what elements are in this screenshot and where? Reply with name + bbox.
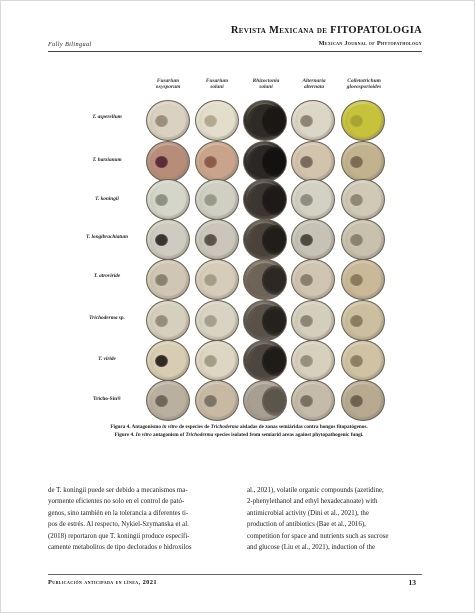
caption-en-prefix: Figure 4. [114,432,135,438]
petri-dish-image [195,259,239,300]
petri-dish-image [243,141,287,182]
fungal-colony [155,156,168,168]
fungal-colony [204,355,217,367]
column-header-line2: solani [259,84,273,91]
column-header-line2: oxysporum [155,84,181,91]
petri-dish-image [195,100,239,141]
petri-dish-image [291,179,335,220]
petri-dish-image [195,219,239,260]
row-label-6: Trichoderma sp. [89,315,125,321]
petri-dish-image [341,179,385,220]
fungal-colony [262,386,287,416]
body-right-column [247,485,425,553]
column-header-line1: Fusarium [205,78,229,84]
caption-en-italic-2: Trichoderma [185,432,214,438]
fungal-colony [262,265,287,295]
fungal-colony [350,355,363,367]
petri-dish-image [291,340,335,381]
fungal-colony [350,115,363,127]
caption-en-suffix: species isolated from semiarid areas against phytopathogenic fungi. [214,432,364,438]
row-label-8: Tricho-Sin® [93,396,121,402]
caption-es-prefix: Figura 4. Antagonismo [110,424,161,430]
fungal-colony [204,194,217,206]
fungal-colony [300,156,313,168]
petri-dish-image [243,340,287,381]
fungal-colony [204,156,217,168]
body-line: pos de estrés. Al respecto, Nykiel-Szymanska et al. [48,521,189,529]
column-header-line1: Fusarium [156,78,180,84]
footer-publication-note: Publicación anticipada en línea, 2021 [48,579,157,586]
figure-caption-spanish [59,424,419,431]
fungal-colony [350,395,363,407]
petri-dish-image [291,100,335,141]
petri-dish-image [243,219,287,260]
fungal-colony [155,315,168,327]
column-header-line1: Rhizoctonia [252,78,280,84]
running-author: Fully Bilingual [48,41,92,48]
column-header-line2: gloeosporioides [346,84,382,91]
body-line: production of antibiotics (Bae et al., 2016), [247,521,366,529]
fungal-colony [350,315,363,327]
petri-dish-image [146,300,190,341]
fungal-colony [350,156,363,168]
fungal-colony [204,234,217,246]
fungal-colony [204,395,217,407]
fungal-colony [155,355,168,367]
fungal-colony [350,194,363,206]
body-line: 2-phenylethanol and ethyl hexadecanoate) with [247,498,378,506]
body-line: yormente eficientes no solo en el control de pató- [48,498,185,506]
fungal-colony [350,234,363,246]
fungal-colony [262,147,287,177]
fungal-colony [262,346,287,376]
petri-dish-image [341,300,385,341]
petri-dish-image [146,380,190,421]
petri-dish-image [291,380,335,421]
footer-rule [48,574,422,575]
fungal-colony [300,194,313,206]
row-label-5: T. atroviride [93,273,121,279]
petri-dish-image [243,179,287,220]
journal-subtitle: Mexican Journal of Phytopathology [318,40,422,47]
body-line: antimicrobial activity (Dini et al., 2021), the [247,509,369,517]
petri-dish-image [243,259,287,300]
fungal-colony [300,274,313,286]
petri-dish-image [146,179,190,220]
figure-caption-english [59,432,419,439]
body-line: competition for space and nutrients such as sucrose [247,532,389,540]
body-line: al., 2021), volatile organic compounds (azetidine, [247,487,384,494]
fungal-colony [155,194,168,206]
row-label-7: T. viride [98,356,116,362]
petri-dish-image [341,100,385,141]
petri-dish-image [195,340,239,381]
fungal-colony [155,234,168,246]
petri-dish-image [195,141,239,182]
fungal-colony [262,225,287,255]
caption-es-italic-2: Trichoderma [210,424,239,430]
body-line: and glucose (Liu et al., 2021), induction of the [247,544,376,552]
header-rule [48,51,422,52]
column-header-line1: Alternaria [302,78,326,84]
body-line: genos, sino también en la tolerancia a diferentes ti- [48,509,189,517]
petri-dish-image [146,141,190,182]
body-line: (2018) reportaron que T. koningii produce específi- [48,532,190,540]
fungal-colony [300,115,313,127]
row-label-3: T. koningii [95,196,119,202]
fungal-colony [204,274,217,286]
row-label-1: T. asperellum [92,114,122,120]
petri-dish-image [195,179,239,220]
column-header-4 [291,78,337,91]
body-left-column [48,485,226,553]
column-header-2 [194,78,240,91]
petri-dish-image [146,340,190,381]
petri-dish-image [341,340,385,381]
petri-dish-image [243,100,287,141]
fungal-colony [300,234,313,246]
petri-dish-image [341,219,385,260]
fungal-colony [350,274,363,286]
fungal-colony [262,185,287,215]
fungal-colony [300,315,313,327]
fungal-colony [204,115,217,127]
petri-dish-image [195,300,239,341]
caption-en-mid: antagonism of [152,432,185,438]
petri-dish-image [195,380,239,421]
petri-dish-image [146,100,190,141]
page-number: 13 [408,578,416,587]
caption-es-suffix: aisladas de zonas semiáridas contra hongos fitopatógenos. [239,424,368,430]
petri-dish-image [291,300,335,341]
body-line: de T. koningii puede ser debido a mecanismos ma- [48,487,188,494]
fungal-colony [155,274,168,286]
fungal-colony [155,115,168,127]
column-header-5 [336,78,392,91]
petri-dish-image [243,380,287,421]
petri-dish-image [146,259,190,300]
petri-dish-image [341,141,385,182]
caption-es-mid: de especies de [178,424,210,430]
caption-en-italic-1: In vitro [135,432,152,438]
body-line: camente metabolitos de tipo declorados e hidroxilos [48,544,192,552]
row-label-2: T. harzianum [92,157,122,163]
petri-dish-image [146,219,190,260]
fungal-colony [262,306,287,336]
petri-dish-image [243,300,287,341]
fungal-colony [300,395,313,407]
fungal-colony [155,395,168,407]
petri-dish-image [291,219,335,260]
column-header-line2: solani [210,84,224,91]
column-header-1 [145,78,191,91]
column-header-3 [243,78,289,91]
caption-es-italic-1: in vitro [162,424,178,430]
petri-dish-image [341,380,385,421]
fungal-colony [300,355,313,367]
petri-dish-image [341,259,385,300]
column-header-line1: Colletotrichum [347,78,381,84]
petri-dish-image [291,141,335,182]
row-label-4: T. longibrachiatum [86,234,128,240]
petri-dish-image [291,259,335,300]
fungal-colony [204,315,217,327]
column-header-line2: alternata [303,84,325,91]
journal-title: Revista Mexicana de FITOPATOLOGIA [230,25,422,36]
fungal-colony [262,106,287,136]
